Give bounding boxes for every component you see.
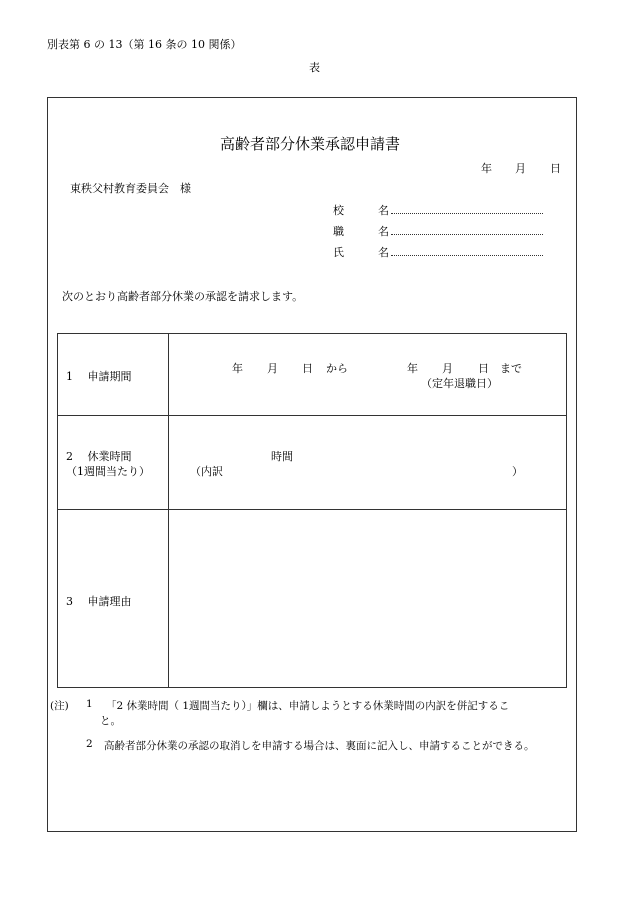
form-title: 高齢者部分休業承認申請書 [220,135,401,153]
from-day: 日 [302,362,313,375]
name-label-2: 名 [378,246,389,259]
reason-label: 3 申請理由 [66,595,132,608]
to-year: 年 [407,362,418,375]
hours-unit: 時間 [271,450,293,463]
note-2-text: 高齢者部分休業の承認の取消しを申請する場合は、裏面に記入し、申請することができる。 [104,740,535,752]
date-day: 日 [550,162,561,175]
reason-field[interactable] [168,510,566,687]
retirement-date-note: （定年退職日） [421,377,498,390]
hours-label-sub: （1週間当たり） [66,465,150,478]
period-label: 1 申請期間 [66,370,132,383]
date-year: 年 [481,162,492,175]
note-1-text-cont: と。 [100,715,121,727]
breakdown-open: （内訳 [190,465,223,478]
school-label-1: 校 [333,204,344,217]
notes-prefix: (注) [50,700,69,712]
position-label-1: 職 [333,225,344,238]
form-reference: 別表第 6 の 13（第 16 条の 10 関係） [47,38,242,51]
name-label-1: 氏 [333,246,344,259]
from-suffix: から [326,362,348,375]
position-field[interactable] [391,234,543,235]
intro-text: 次のとおり高齢者部分休業の承認を請求します。 [62,290,304,303]
name-field[interactable] [391,255,543,256]
to-suffix: まで [500,362,522,375]
breakdown-close: ） [512,465,523,478]
addressee: 東秩父村教育委員会 様 [70,182,191,195]
note-1-number: 1 [86,698,93,710]
position-label-2: 名 [378,225,389,238]
school-label-2: 名 [378,204,389,217]
note-2-number: 2 [86,738,93,750]
note-1-text: 「2 休業時間（ 1週間当たり）」欄は、申請しようとする休業時間の内訳を併記するこ [106,700,510,712]
table-label: 表 [309,61,320,74]
date-month: 月 [515,162,526,175]
from-year: 年 [232,362,243,375]
school-field[interactable] [391,213,543,214]
from-month: 月 [267,362,278,375]
to-month: 月 [442,362,453,375]
table-row-divider-1 [58,415,566,416]
hours-label: 2 休業時間 [66,450,132,463]
to-day: 日 [478,362,489,375]
